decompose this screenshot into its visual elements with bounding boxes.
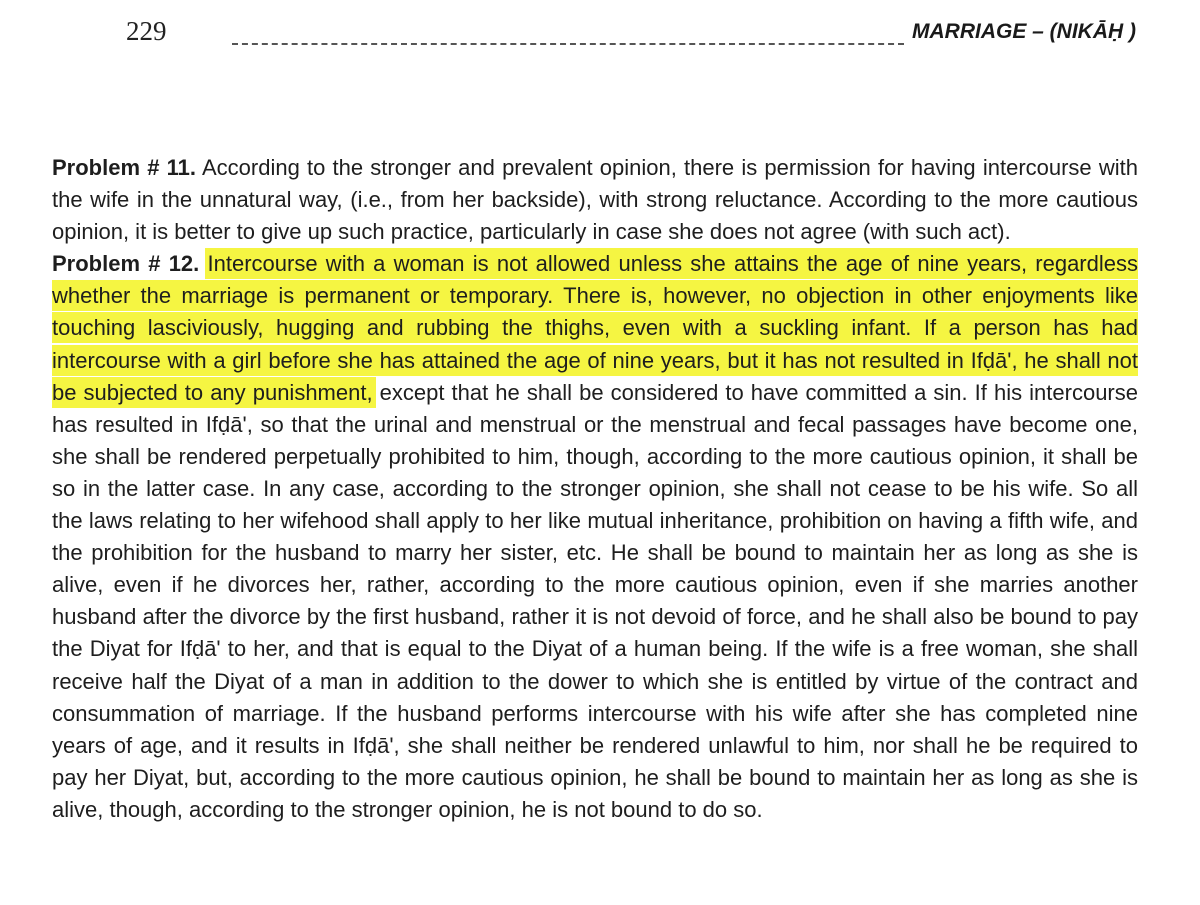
running-title: MARRIAGE – (NIKĀḤ ): [912, 20, 1136, 43]
page-body: [52, 152, 1138, 826]
problem-12-text: except that he shall be considered to have committed a sin. If his intercourse has resulted in Ifḍā', so that the urinal and menstrual or the menstrual and fecal passages have become one, she shall be rendered perpetually prohibited to him, though, according to the more cautious opinion, it shall be so in the latter case. In any case, according to the stronger opinion, she shall not cease to be his wife. So all the laws relating to her wifehood shall apply to her like mutual inheritance, prohibition on having a fifth wife, and the prohibition for the husband to marry her sister, etc. He shall be bound to maintain her as long as she is alive, even if he divorces her, rather, according to the more cautious opinion, even if she marries another husband after the divorce by the first husband, rather it is not devoid of force, and he shall also be bound to pay the Diyat for Ifḍā' to her, and that is equal to the Diyat of a human being. If the wife is a free woman, she shall receive half the Diyat of a man in addition to the dower to which she is entitled by virtue of the contract and consummation of marriage. If the husband performs intercourse with his wife after she has completed nine years of age, and it results in Ifḍā', she shall neither be rendered unlawful to him, nor shall he be required to pay her Diyat, but, according to the more cautious opinion, he shall be bound to maintain her as long as she is alive, though, according to the stronger opinion, he is not bound to do so.: [52, 379, 1138, 822]
header-divider: [232, 43, 904, 45]
problem-11-text: According to the stronger and prevalent opinion, there is permission for having intercourse with the wife in the unnatural way, (i.e., from her backside), with strong reluctance. According to the more cautious opinion, it is better to give up such practice, particularly in case she does not agree (with such act).: [52, 155, 1138, 245]
cut-off-line: [52, 896, 1138, 905]
problem-11-paragraph: [52, 152, 1138, 248]
highlighted-passage: Intercourse with a woman is not allowed unless she attains the age of nine years, regardless whether the marriage is permanent or temporary. There is, however, no objection in other enjoyments like touching lasciviously, hugging and rubbing the thighs, even with a suckling infant. If a person has had intercourse with a girl before she has attained the age of nine years, but it has not resulted in Ifḍā', he shall not be subjected to any punishment,: [52, 251, 1138, 405]
problem-12-label: Problem # 12.: [52, 251, 200, 277]
page-number: 229: [126, 16, 167, 46]
problem-12-paragraph: [52, 248, 1138, 826]
problem-11-label: Problem # 11.: [52, 155, 196, 180]
